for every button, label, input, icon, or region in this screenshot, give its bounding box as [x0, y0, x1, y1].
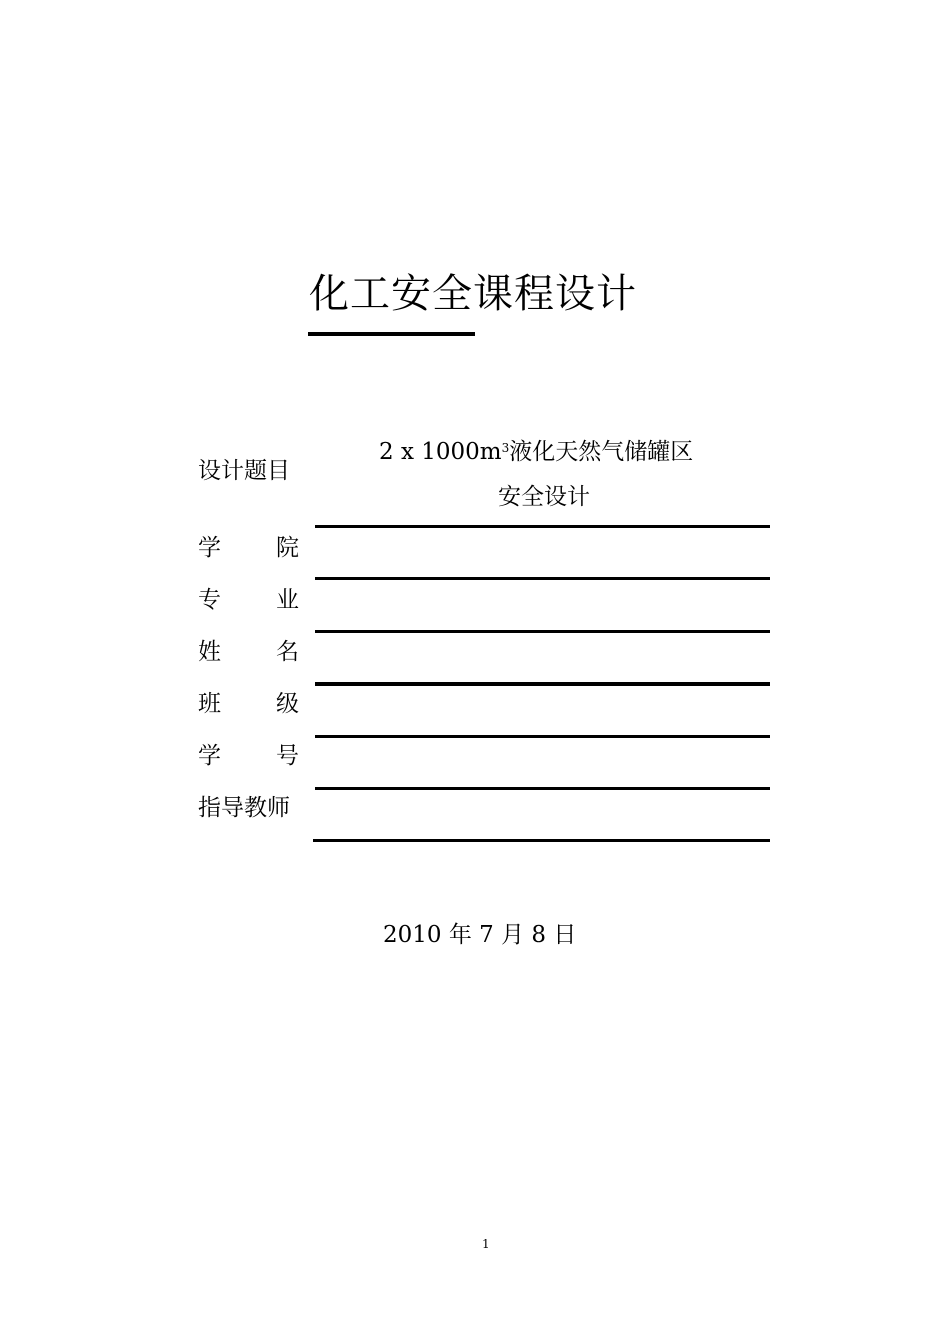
name-field-line[interactable]	[315, 682, 770, 686]
advisor-field-line[interactable]	[313, 839, 770, 842]
topic-label: 设计题目	[198, 458, 290, 484]
document-title: 化工安全课程设计	[309, 271, 637, 317]
topic-superscript: 3	[501, 441, 510, 455]
document-date: 2010 年 7 月 8 日	[383, 922, 577, 948]
field-label-char: 院	[276, 535, 299, 561]
field-label-major	[198, 585, 299, 615]
field-label-char: 学	[198, 743, 221, 769]
major-field-line[interactable]	[315, 630, 770, 633]
college-field-line[interactable]	[315, 577, 770, 580]
page-number: 1	[482, 1237, 490, 1251]
field-label-char: 名	[276, 639, 299, 665]
field-label-name	[198, 637, 299, 667]
field-label-char: 业	[276, 587, 299, 613]
topic-suffix: 液化天然气储罐区	[509, 439, 694, 465]
topic-value-line2: 安全设计	[498, 484, 590, 510]
title-underline	[308, 332, 475, 336]
advisor-label: 指导教师	[198, 795, 290, 821]
field-label-char: 号	[276, 743, 299, 769]
field-label-student-id	[198, 741, 299, 771]
field-label-char: 学	[198, 535, 221, 561]
field-label-class	[198, 689, 299, 719]
field-label-char: 班	[198, 691, 221, 717]
field-label-char: 姓	[198, 639, 221, 665]
field-label-char: 专	[198, 587, 221, 613]
field-label-college	[198, 533, 299, 563]
topic-prefix: 2 x 1000m	[379, 439, 502, 465]
topic-underline	[315, 525, 770, 528]
field-label-char: 级	[276, 691, 299, 717]
class-field-line[interactable]	[315, 735, 770, 738]
topic-value-line1	[379, 433, 693, 467]
student-id-field-line[interactable]	[315, 787, 770, 790]
